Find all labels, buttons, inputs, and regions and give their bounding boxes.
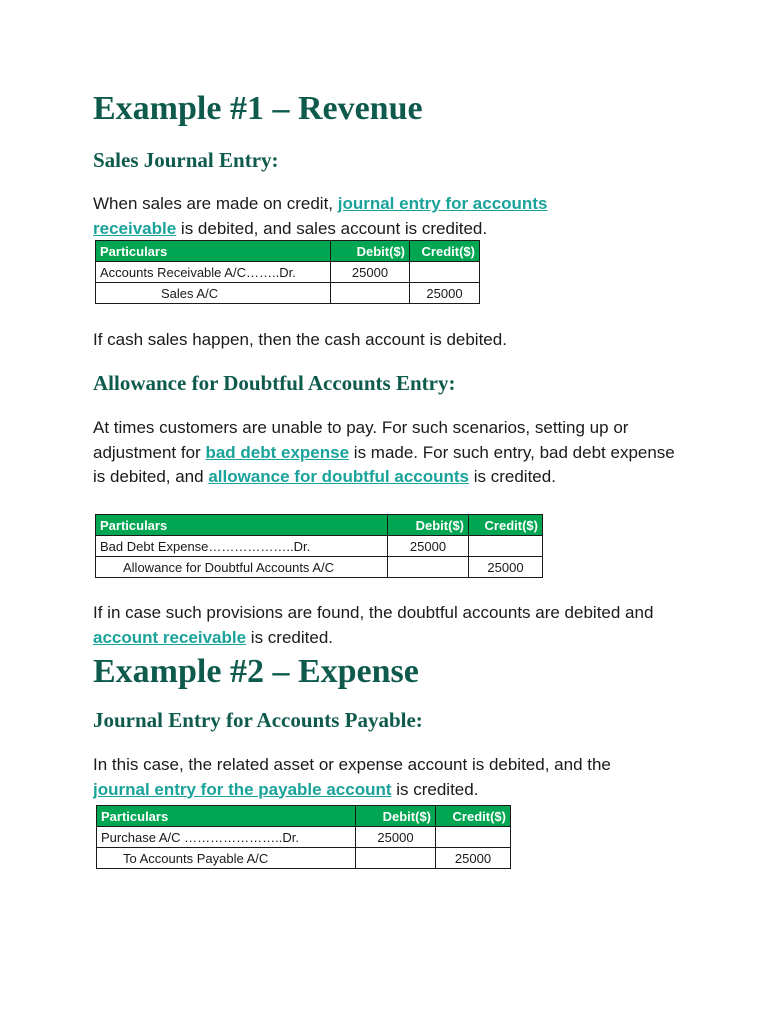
allowance-heading-wrap bbox=[93, 373, 455, 394]
col-credit: Credit($) bbox=[469, 515, 543, 536]
particulars-cell: Sales A/C bbox=[96, 283, 331, 304]
col-debit: Debit($) bbox=[388, 515, 469, 536]
sales-paragraph-wrap bbox=[93, 192, 683, 241]
bad-debt-expense-link[interactable]: bad debt expense bbox=[205, 442, 350, 462]
credit-cell: 25000 bbox=[469, 557, 543, 578]
allowance-heading: Allowance for Doubtful Accounts Entry: bbox=[93, 371, 456, 395]
particulars-cell: Accounts Receivable A/C……..Dr. bbox=[96, 262, 331, 283]
payable-heading: Journal Entry for Accounts Payable: bbox=[93, 708, 423, 732]
col-particulars: Particulars bbox=[96, 241, 331, 262]
credit-cell bbox=[436, 827, 511, 848]
sales-heading-wrap bbox=[93, 150, 279, 171]
table-row bbox=[97, 827, 511, 848]
table-row bbox=[97, 848, 511, 869]
credit-cell bbox=[469, 536, 543, 557]
allowance-paragraph: At times customers are unable to pay. For such scenarios, setting up or adjustment for bad debt expense is made. For such entry, bad debt expense is debited, and allowance for doubtful accounts is credited. bbox=[93, 418, 675, 486]
payable-paragraph-wrap bbox=[93, 753, 653, 802]
particulars-cell: Purchase A/C …………………..Dr. bbox=[97, 827, 356, 848]
debit-cell: 25000 bbox=[388, 536, 469, 557]
allowance-journal-table bbox=[95, 514, 543, 578]
cash-paragraph-wrap bbox=[93, 328, 683, 353]
example1-title: Example #1 – Revenue bbox=[93, 90, 423, 127]
debit-cell: 25000 bbox=[331, 262, 410, 283]
particulars-cell: To Accounts Payable A/C bbox=[97, 848, 356, 869]
sales-journal-table bbox=[95, 240, 480, 304]
debit-cell bbox=[331, 283, 410, 304]
credit-cell bbox=[410, 262, 480, 283]
journal-entry-payable-link[interactable]: journal entry for the payable account bbox=[93, 779, 392, 799]
table-header-row bbox=[96, 241, 480, 262]
col-credit: Credit($) bbox=[410, 241, 480, 262]
provision-paragraph: If in case such provisions are found, the doubtful accounts are debited and account receivable is credited. bbox=[93, 603, 654, 647]
col-credit: Credit($) bbox=[436, 806, 511, 827]
col-particulars: Particulars bbox=[96, 515, 388, 536]
table-header-row bbox=[97, 806, 511, 827]
debit-cell: 25000 bbox=[356, 827, 436, 848]
table-row bbox=[96, 536, 543, 557]
col-debit: Debit($) bbox=[331, 241, 410, 262]
allowance-doubtful-accounts-link[interactable]: allowance for doubtful accounts bbox=[208, 467, 469, 486]
payable-journal-table bbox=[96, 805, 511, 869]
col-debit: Debit($) bbox=[356, 806, 436, 827]
payable-paragraph: In this case, the related asset or expense account is debited, and the journal entry for the payable account is credited. bbox=[93, 755, 611, 799]
table-row bbox=[96, 557, 543, 578]
table-row bbox=[96, 262, 480, 283]
provision-paragraph-wrap bbox=[93, 601, 683, 650]
example2-section bbox=[93, 655, 419, 689]
credit-cell: 25000 bbox=[410, 283, 480, 304]
credit-cell: 25000 bbox=[436, 848, 511, 869]
debit-cell bbox=[356, 848, 436, 869]
col-particulars: Particulars bbox=[97, 806, 356, 827]
particulars-cell: Bad Debt Expense………………..Dr. bbox=[96, 536, 388, 557]
particulars-cell: Allowance for Doubtful Accounts A/C bbox=[96, 557, 388, 578]
allowance-paragraph-wrap bbox=[93, 416, 683, 490]
payable-heading-wrap bbox=[93, 710, 423, 731]
sales-journal-heading: Sales Journal Entry: bbox=[93, 148, 279, 172]
debit-cell bbox=[388, 557, 469, 578]
account-receivable-link[interactable]: account receivable bbox=[93, 627, 247, 647]
cash-paragraph: If cash sales happen, then the cash account is debited. bbox=[93, 330, 507, 349]
journal-entry-ar-link[interactable]: journal entry for accounts receivable bbox=[93, 194, 548, 238]
sales-paragraph: When sales are made on credit, journal entry for accounts receivable is debited, and sales account is credited. bbox=[93, 194, 548, 238]
table-row bbox=[96, 283, 480, 304]
example1-section bbox=[93, 92, 423, 126]
table-header-row bbox=[96, 515, 543, 536]
example2-title: Example #2 – Expense bbox=[93, 653, 419, 690]
